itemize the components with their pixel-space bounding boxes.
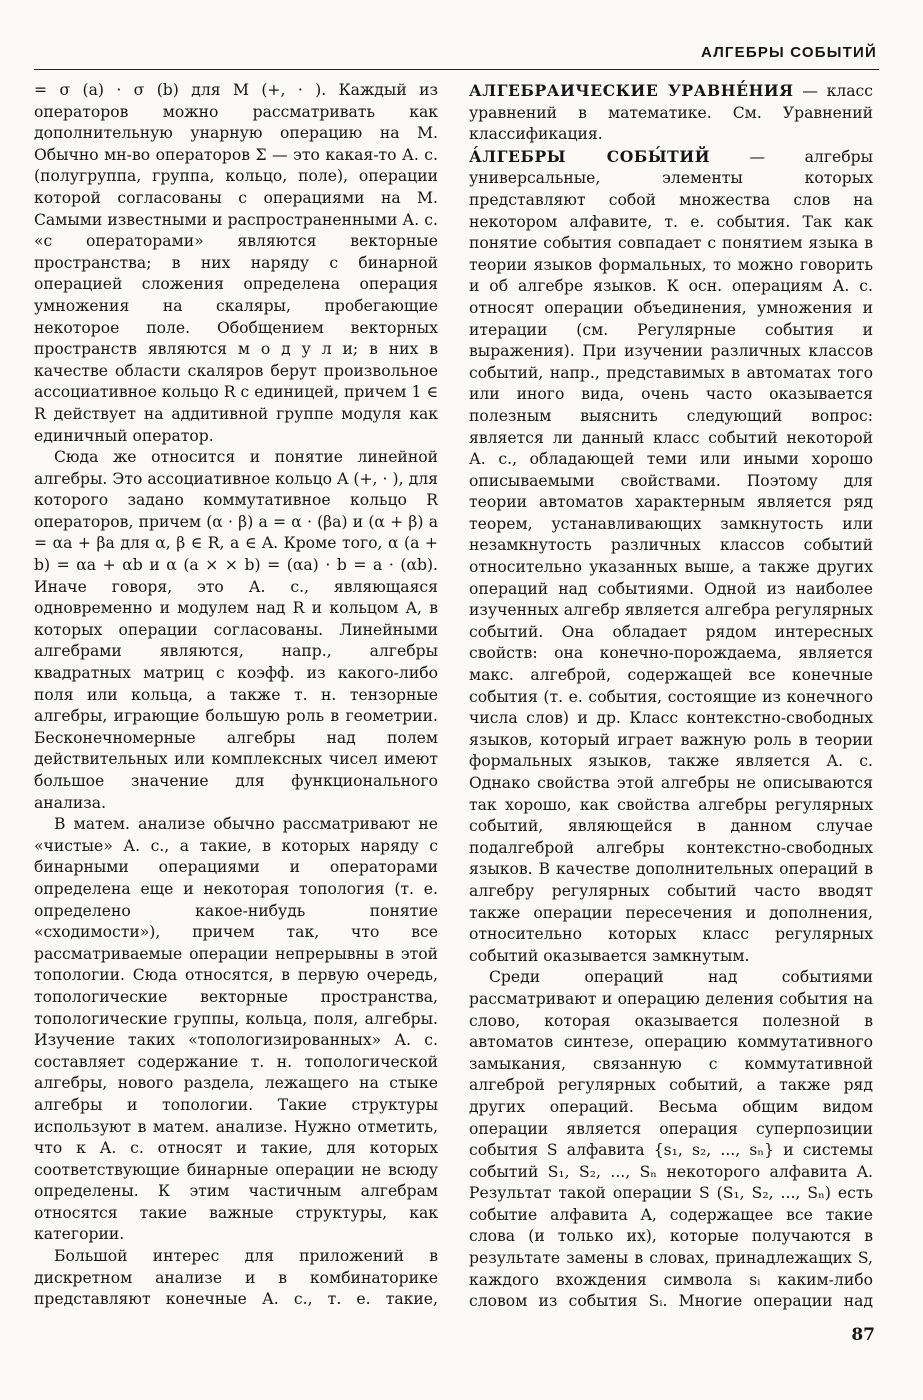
- entry-event-algebras: [469, 146, 873, 968]
- left-paragraph-1: = σ (a) · σ (b) для M (+, · ). Каждый из операторов можно рассматривать как дополнительную унарную операцию на M. Обычно мн-во операторов Σ — это какая-то А. с. (полугруппа, группа, кольцо, поле), операции которой согласованы с операциями на M. Самыми известными и распространенными А. с. «с операторами» являются векторные пространства; в них наряду с бинарной операцией сложения определена операция умножения на скаляры, пробегающие некоторое поле. Обобщением векторных пространств являются м о д у л и; в них в качестве области скаляров берут произвольное ассоциативное кольцо R с единицей, причем 1 ∈ R действует на аддитивной группе модуля как единичный оператор.: [34, 81, 438, 445]
- headword-event-algebras: А́ЛГЕБРЫ СОБЫ́ТИЙ: [469, 146, 711, 166]
- left-column: [34, 80, 438, 1310]
- page-number: 87: [851, 1325, 875, 1345]
- entry-algebraic-equations-text: — класс уравнений в математике. См. Уравнений классификация.: [469, 82, 873, 144]
- entry-event-algebras-text: — алгебры универсальные, элементы которых представляют собой множества слов на некотором алфавите, т. е. события. Так как понятие события совпадает с понятием языка в теории языков формальных, то можно говорить и об алгебре языков. К осн. операциям А. с. относят операции объединения, умножения и итерации (см. Регулярные события и выражения). При изучении различных классов событий, напр., представимых в автоматах того или иного вида, очень часто оказывается полезным выяснить следующий вопрос: является ли данный класс событий некоторой А. с., обладающей теми или иными хорошо описываемыми свойствами. Поэтому для теории автоматов характерным является ряд теорем, устанавливающих замкнутость или незамкнутость различных классов событий относительно указанных выше, а также других операций над событиями. Одной из наиболее изученных алгебр является алгебра регулярных событий. Она обладает рядом интересных свойств: она конечно-порождаема, является макс. алгеброй, содержащей все конечные события (т. е. события, состоящие из конечного числа слов) и др. Класс контекстно-свободных языков, который играет важную роль в теории формальных языков, также является А. с. Однако свойства этой алгебры не описываются так хорошо, как свойства алгебры регулярных событий, являющейся в данном случае подалгеброй алгебры контекстно-свободных языков. В качестве дополнительных операций в алгебру регулярных событий часто вводят также операции пересечения и дополнения, относительно которых класс регулярных событий оказывается замкнутым.: [469, 147, 873, 965]
- page-header: [0, 30, 923, 70]
- left-paragraph-2: Сюда же относится и понятие линейной алгебры. Это ассоциативное кольцо A (+, · ), для которого задано коммутативное кольцо R операторов, причем (α · β) a = α · (βa) и (α + β) a = αa + βa для α, β ∈ R, a ∈ A. Кроме того, α (a + b) = αa + αb и α (a × × b) = (αa) · b = a · (αb). Иначе говоря, это А. с., являющаяся одновременно и модулем над R и кольцом A, в которых операции согласованы. Линейными алгебрами являются, напр., алгебры квадратных матриц с коэфф. из какого-либо поля или кольца, а также т. н. тензорные алгебры, играющие большую роль в геометрии. Бесконечномерные алгебры над полем действительных или комплексных чисел имеют большое значение для функционального анализа.: [34, 448, 438, 812]
- right-paragraph-2: Среди операций над событиями рассматривают и операцию деления события на слово, которая оказывается полезной в автоматов синтезе, операцию коммутативного замыкания, связанную с коммутативной алгеброй регулярных событий, а также ряд других операций. Весьма общим видом операции является операция суперпозиции события S алфавита {s₁, s₂, ..., sₙ} и системы событий S₁, S₂, ..., Sₙ некоторого алфавита A. Результат такой операции S (S₁, S₂, ..., Sₙ) есть событие алфавита A, содержащее все такие слова (и только их), которые получаются в результате замены в словах, принадлежащих S, каждого вхождения символа sᵢ каким-либо словом из события Sᵢ. Многие операции над: [469, 968, 873, 1310]
- entry-algebraic-equations: [469, 80, 873, 146]
- left-paragraph-3: В матем. анализе обычно рассматривают не «чистые» А. с., а такие, в которых наряду с бинарными операциями и операторами определена еще и некоторая топология (т. е. определено какое-нибудь понятие «сходимости»), причем так, что все рассматриваемые операции непрерывны в этой топологии. Сюда относятся, в первую очередь, топологические векторные пространства, топологические группы, кольца, поля, алгебры. Изучение таких «топологизированных» А. с. составляет содержание т. н. топологической алгебры, нового раздела, лежащего на стыке алгебры и топологии. Такие структуры используют в матем. анализе. Нужно отметить, что к А. с. относят и такие, для которых соответствующие бинарные операции не всюду определены. К этим частичным алгебрам относятся такие важные структуры, как категории.: [34, 815, 438, 1244]
- running-head: АЛГЕБРЫ СОБЫТИЙ: [700, 44, 877, 61]
- left-paragraph-4: Большой интерес для приложений в дискретном анализе и в комбинаторике представляют конечные А. с., т. е. такие,: [34, 1247, 438, 1309]
- header-rule: [34, 69, 879, 70]
- right-column: [469, 80, 873, 1310]
- headword-algebraic-equations: АЛГЕБРАИЧЕСКИЕ УРАВНЕ́НИЯ: [469, 81, 794, 100]
